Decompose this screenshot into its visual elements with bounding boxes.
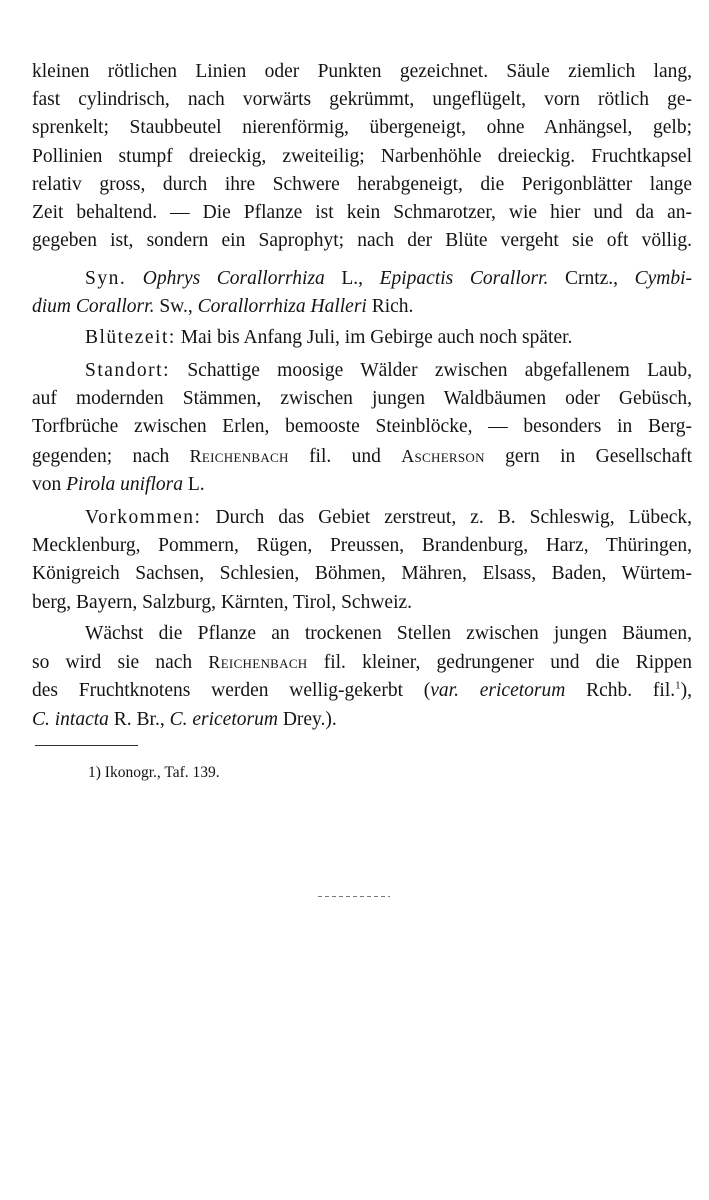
text-line: gegeben ist, sondern ein Saprophyt; nach der Blüte vergeht sie oft völlig.	[32, 230, 692, 252]
page-end-mark	[318, 896, 390, 897]
text-fragment: fil. und	[309, 445, 381, 467]
species-name: Pirola uniflora	[66, 473, 183, 495]
text-fragment: so wird sie nach	[32, 652, 193, 674]
footnote	[88, 764, 220, 782]
habitat-label: Standort:	[85, 360, 170, 381]
variety-name: var. ericetorum	[430, 680, 566, 702]
synonym-name: dium Corallorr.	[32, 296, 155, 318]
author-name: Ascherson	[401, 445, 485, 466]
flowering-time-text: Mai bis Anfang Juli, im Gebirge auch noch später.	[180, 327, 573, 348]
text-fragment: fil. kleiner, gedrungener und die Rippen	[323, 652, 693, 674]
text-line: auf modernden Stämmen, zwischen jungen Waldbäumen oder Gebüsch,	[32, 388, 692, 410]
text-fragment: ),	[680, 680, 692, 702]
footnote-number: 1)	[88, 764, 101, 781]
text-line: Torfbrüche zwischen Erlen, bemooste Steinblöcke, — besonders in Berg-	[32, 416, 692, 438]
text-fragment: gern in Gesellschaft	[505, 445, 693, 467]
species-name: C. intacta	[32, 708, 109, 730]
text-fragment: Rchb. fil.	[586, 680, 676, 702]
synonym-author: L.,	[341, 268, 364, 289]
text-fragment: L.	[187, 473, 205, 495]
text-fragment: Drey.).	[282, 708, 337, 730]
text-line: Schattige moosige Wälder zwischen abgefallenem Laub,	[187, 360, 693, 381]
text-fragment: R. Br.,	[113, 708, 165, 730]
text-line: kleinen rötlichen Linien oder Punkten gezeichnet. Säule ziemlich lang,	[32, 61, 692, 82]
synonym-name: Corallorrhiza Halleri	[197, 296, 367, 318]
species-name: C. ericetorum	[169, 708, 278, 730]
synonym-name: Ophrys Corallorrhiza	[142, 268, 325, 289]
synonym-name: Cymbi-	[634, 268, 692, 289]
footnote-divider	[35, 745, 138, 746]
variety-paragraph	[32, 620, 692, 734]
text-line: Durch das Gebiet zerstreut, z. B. Schleswig, Lübeck,	[215, 507, 693, 528]
synonym-author: Crntz.,	[564, 268, 619, 289]
text-fragment: von	[32, 473, 62, 495]
text-line: relativ gross, durch ihre Schwere herabgeneigt, die Perigonblätter lange	[32, 173, 692, 195]
footnote-text: Ikonogr., Taf. 139.	[104, 764, 220, 781]
distribution-label: Vorkommen:	[85, 507, 202, 528]
flowering-time-label: Blütezeit:	[85, 327, 176, 348]
text-fragment: des Fruchtknotens werden wellig-gekerbt (	[32, 680, 431, 702]
text-fragment: gegenden; nach	[32, 445, 170, 467]
text-line: fast cylindrisch, nach vorwärts gekrümmt, ungeflügelt, vorn rötlich ge-	[32, 89, 692, 111]
text-line: Königreich Sachsen, Schlesien, Böhmen, Mähren, Elsass, Baden, Würtem-	[32, 563, 692, 585]
text-line: berg, Bayern, Salzburg, Kärnten, Tirol, Schweiz.	[32, 591, 413, 613]
text-line: Pollinien stumpf dreieckig, zweiteilig; Narbenhöhle dreieckig. Fruchtkapsel	[32, 145, 692, 167]
synonym-name: Epipactis Corallorr.	[379, 268, 549, 289]
author-name: Reichenbach	[208, 652, 308, 673]
description-paragraph	[32, 58, 692, 255]
synonym-author: Rich.	[371, 296, 414, 318]
text-line: Mecklenburg, Pommern, Rügen, Preussen, Brandenburg, Harz, Thüringen,	[32, 535, 692, 557]
author-name: Reichenbach	[189, 445, 289, 466]
text-line: Wächst die Pflanze an trockenen Stellen zwischen jungen Bäumen,	[85, 623, 692, 644]
synonym-author: Sw.,	[159, 296, 193, 318]
text-line: sprenkelt; Staubbeutel nierenförmig, übergeneigt, ohne Anhängsel, gelb;	[32, 117, 692, 139]
synonyms-label: Syn.	[85, 268, 127, 289]
footnote-reference: 1	[675, 679, 681, 692]
text-line: Zeit behaltend. — Die Pflanze ist kein Schmarotzer, wie hier und da an-	[32, 202, 692, 224]
habitat-paragraph	[32, 357, 692, 499]
distribution-paragraph	[32, 504, 692, 617]
flowering-time-paragraph	[32, 324, 692, 352]
synonyms-paragraph	[32, 265, 692, 321]
